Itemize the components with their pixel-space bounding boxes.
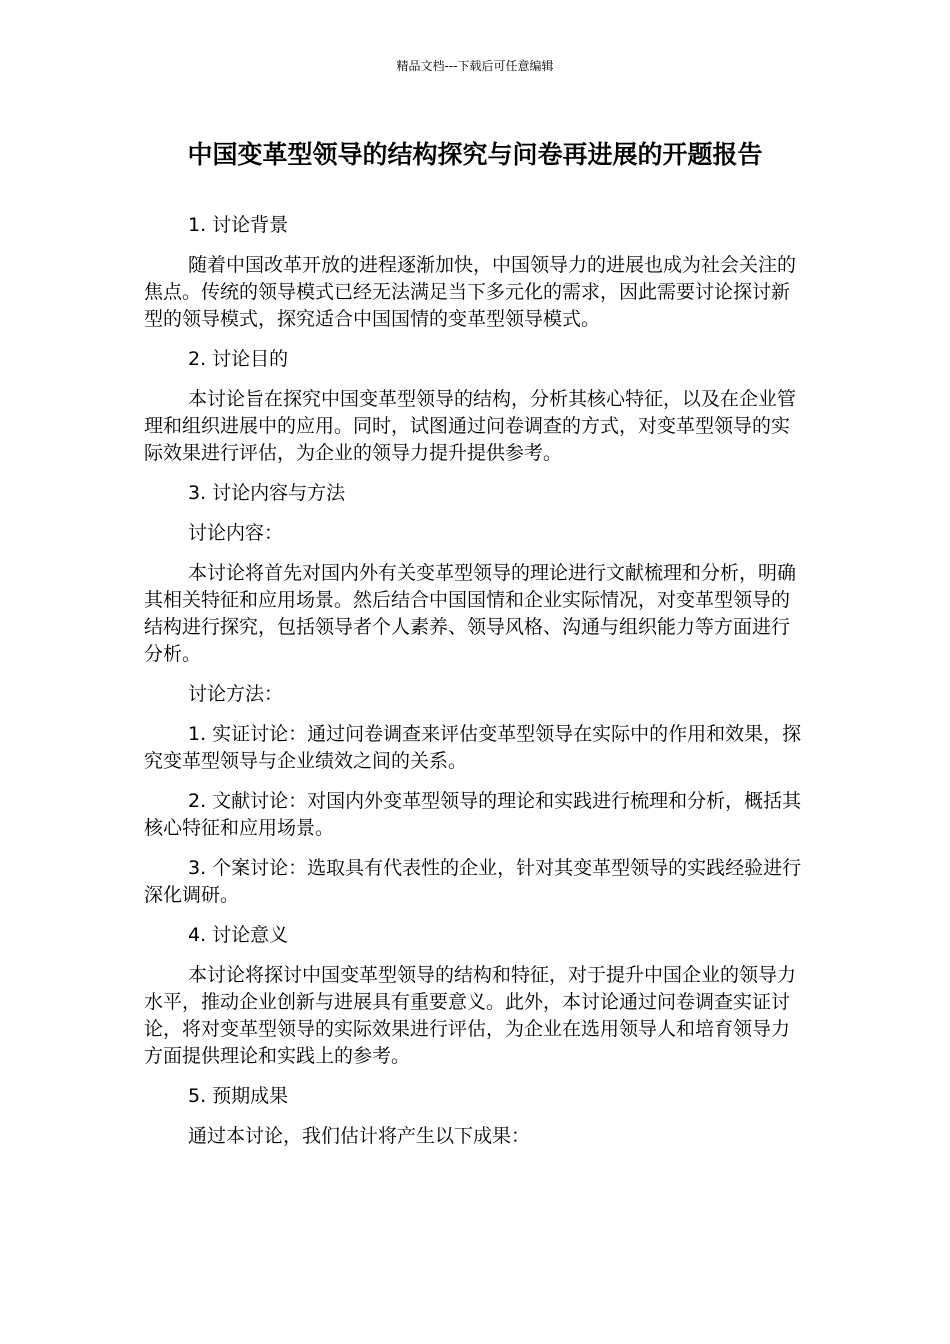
page-header: 精品文档---下载后可任意编辑 [396, 59, 554, 73]
method-item-empirical: 1. 实证讨论：通过问卷调查来评估变革型领导在实际中的作用和效果，探究变革型领导与企业绩效之间的关系。 [144, 723, 802, 772]
section-heading-content-method: 3. 讨论内容与方法 [188, 482, 346, 504]
section-heading-purpose: 2. 讨论目的 [188, 348, 289, 370]
method-item-literature: 2. 文献讨论：对国内外变革型领导的理论和实践进行梳理和分析，概括其核心特征和应用场景。 [144, 790, 802, 839]
section-heading-expected-results: 5. 预期成果 [188, 1085, 289, 1107]
document-title: 中国变革型领导的结构探究与问卷再进展的开题报告 [187, 140, 763, 169]
paragraph-significance: 本讨论将探讨中国变革型领导的结构和特征，对于提升中国企业的领导力水平，推动企业创新与进展具有重要意义。此外，本讨论通过问卷调查实证讨论，将对变革型领导的实际效果进行评估，为企业在选用领导人和培育领导力方面提供理论和实践上的参考。 [144, 964, 797, 1067]
paragraph-expected-results: 通过本讨论，我们估计将产生以下成果： [188, 1125, 531, 1147]
subheading-content: 讨论内容： [188, 522, 284, 544]
paragraph-content: 本讨论将首先对国内外有关变革型领导的理论进行文献梳理和分析，明确其相关特征和应用场景。然后结合中国国情和企业实际情况，对变革型领导的结构进行探究，包括领导者个人素养、领导风格、沟通与组织能力等方面进行分析。 [144, 562, 797, 665]
subheading-method: 讨论方法： [188, 683, 284, 705]
document-body [144, 212, 804, 1150]
method-item-case: 3. 个案讨论：选取具有代表性的企业，针对其变革型领导的实践经验进行深化调研。 [144, 857, 802, 906]
section-heading-background: 1. 讨论背景 [188, 214, 289, 236]
section-heading-significance: 4. 讨论意义 [188, 924, 289, 946]
paragraph-purpose: 本讨论旨在探究中国变革型领导的结构，分析其核心特征，以及在企业管理和组织进展中的应用。同时，试图通过问卷调查的方式，对变革型领导的实际效果进行评估，为企业的领导力提升提供参考。 [144, 388, 797, 464]
paragraph-background: 随着中国改革开放的进程逐渐加快，中国领导力的进展也成为社会关注的焦点。传统的领导模式已经无法满足当下多元化的需求，因此需要讨论探讨新型的领导模式，探究适合中国国情的变革型领导模式。 [144, 254, 797, 330]
